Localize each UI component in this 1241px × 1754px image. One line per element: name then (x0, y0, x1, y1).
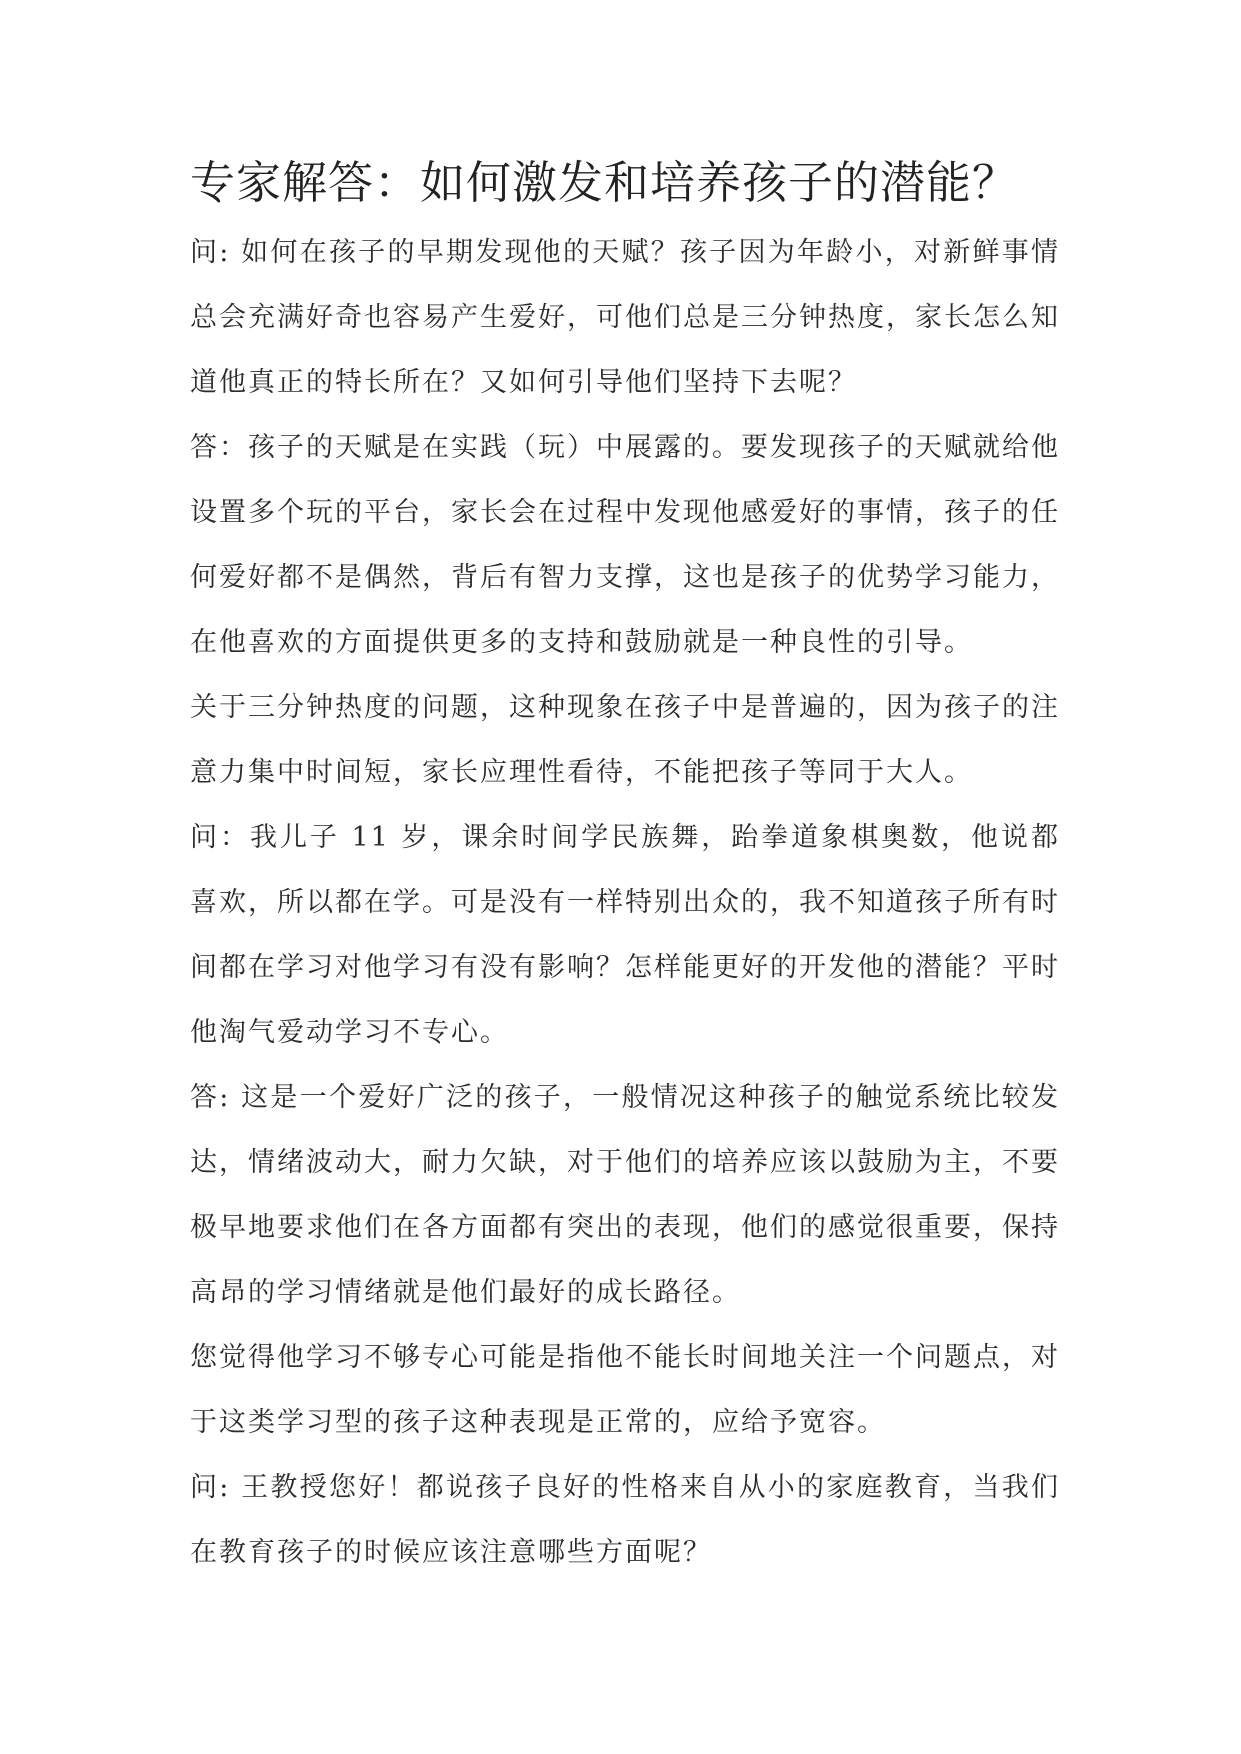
paragraph-question-3: 问: 王教授您好！都说孩子良好的性格来自从小的家庭教育，当我们在教育孩子的时候应该注意哪些方面呢？ (190, 1472, 1060, 1568)
paragraph-answer-2-continued: 您觉得他学习不够专心可能是指他不能长时间地关注一个问题点，对于这类学习型的孩子这种表现是正常的，应给予宽容。 (190, 1342, 1060, 1438)
paragraph-question-1: 问: 如何在孩子的早期发现他的天赋？孩子因为年龄小，对新鲜事情总会充满好奇也容易产生爱好，可他们总是三分钟热度，家长怎么知道他真正的特长所在？又如何引导他们坚持下去呢？ (190, 237, 1060, 398)
paragraph-answer-2: 答: 这是一个爱好广泛的孩子，一般情况这种孩子的触觉系统比较发达，情绪波动大，耐力欠缺，对于他们的培养应该以鼓励为主，不要极早地要求他们在各方面都有突出的表现，他们的感觉很重要，保持高昂的学习情绪就是他们最好的成长路径。 (190, 1082, 1060, 1308)
document-body (190, 148, 1060, 1585)
paragraph-answer-1: 答：孩子的天赋是在实践（玩）中展露的。要发现孩子的天赋就给他设置多个玩的平台，家长会在过程中发现他感爱好的事情，孩子的任何爱好都不是偶然，背后有智力支撑，这也是孩子的优势学习能力，在他喜欢的方面提供更多的支持和鼓励就是一种良性的引导。 (190, 432, 1060, 658)
paragraph-answer-1-continued: 关于三分钟热度的问题，这种现象在孩子中是普遍的，因为孩子的注意力集中时间短，家长应理性看待，不能把孩子等同于大人。 (190, 692, 1060, 788)
paragraph-question-2: 问：我儿子 11 岁，课余时间学民族舞，跆拳道象棋奥数，他说都喜欢，所以都在学。可是没有一样特别出众的，我不知道孩子所有时间都在学习对他学习有没有影响？怎样能更好的开发他的潜能？平时他淘气爱动学习不专心。 (190, 822, 1060, 1048)
document-title: 专家解答：如何激发和培养孩子的潜能？ (190, 156, 1019, 209)
